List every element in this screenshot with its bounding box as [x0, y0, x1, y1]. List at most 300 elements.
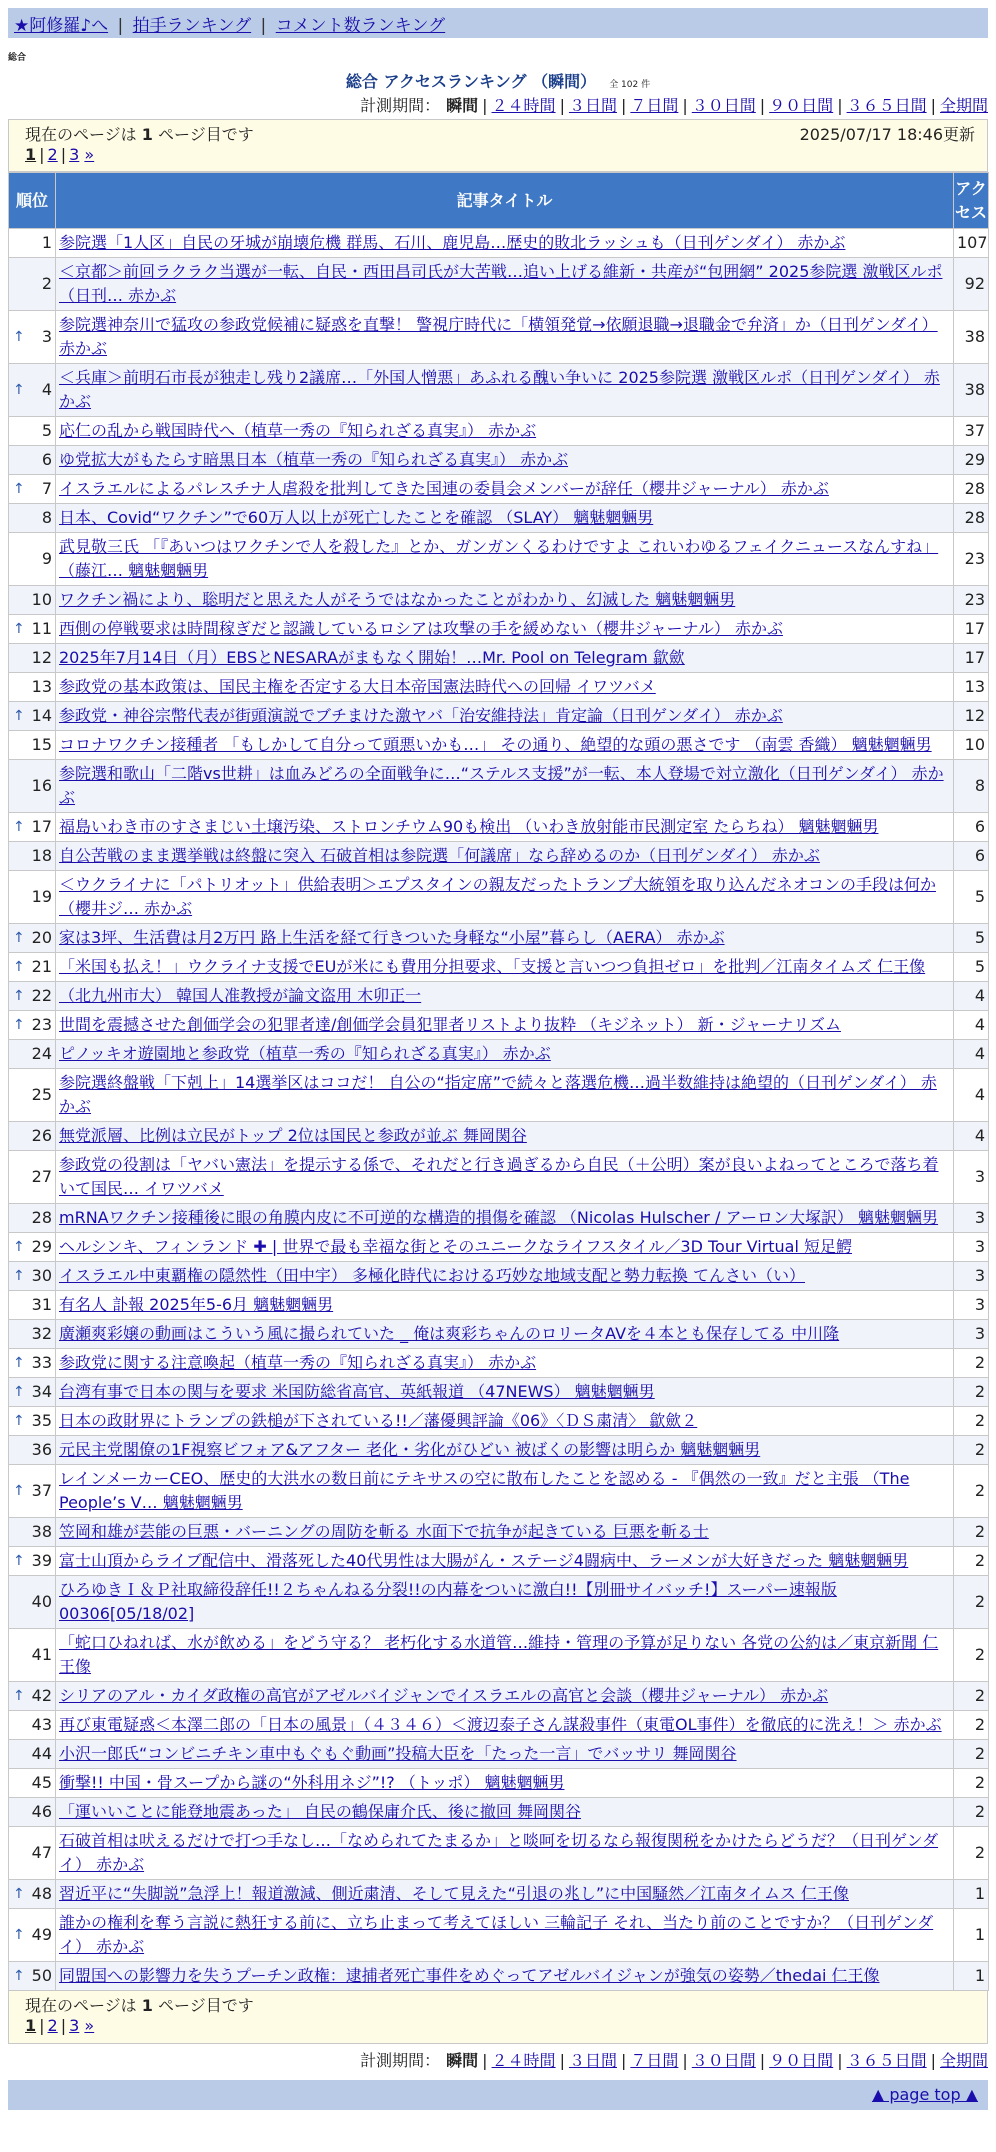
access-count: 1 [954, 1909, 989, 1962]
article-link[interactable]: イスラエル中東覇権の隠然性（田中宇） 多極化時代における巧妙な地域支配と勢力転換 てんさい（い） [59, 1266, 806, 1285]
article-link[interactable]: 有名人 訃報 2025年5-6月 魑魅魍魎男 [59, 1295, 334, 1314]
article-link[interactable]: 参院選「1人区」自民の牙城が崩壊危機 群馬、石川、鹿児島…歴史的敗北ラッシュも（日刊ゲンダイ） 赤かぶ [59, 233, 846, 252]
title-cell [56, 1827, 954, 1880]
title-cell [56, 504, 954, 533]
article-link[interactable]: ピノッキオ遊園地と参政党（植草一秀の『知られざる真実』） 赤かぶ [59, 1044, 551, 1063]
title-cell [56, 1436, 954, 1465]
rank-number: 34 [31, 1382, 52, 1401]
rank-cell [9, 504, 56, 533]
table-row [9, 1262, 989, 1291]
table-row [9, 1827, 989, 1880]
rank-cell [9, 1436, 56, 1465]
table-row [9, 586, 989, 615]
access-count: 4 [954, 1011, 989, 1040]
rank-cell [9, 417, 56, 446]
article-link[interactable]: 参院選和歌山「二階vs世耕」は血みどろの全面戦争に…“ステルス支援”が一転、本人登場で対立激化（日刊ゲンダイ） 赤かぶ [59, 764, 944, 807]
rank-cell [9, 1682, 56, 1711]
table-row [9, 1204, 989, 1233]
article-link[interactable]: 台湾有事で日本の関与を要求 米国防総省高官、英紙報道 （47NEWS） 魑魅魍魎男 [59, 1382, 655, 1401]
access-count: 38 [954, 364, 989, 417]
rank-cell [9, 1291, 56, 1320]
rank-number: 23 [31, 1015, 52, 1034]
period-link[interactable]: ９０日間 [769, 2051, 834, 2070]
rank-number: 44 [31, 1744, 52, 1763]
period-separator: | [930, 2051, 936, 2070]
article-link[interactable]: 再び東電疑惑＜本澤二郎の「日本の風景」（４３４６）＜渡辺泰子さん謀殺事件（東電OL事件）を徹底的に洗え！＞ 赤かぶ [59, 1715, 942, 1734]
article-link[interactable]: 衝撃!! 中国・骨スープから謎の“外科用ネジ”!? （トッポ） 魑魅魍魎男 [59, 1773, 565, 1792]
title-cell [56, 673, 954, 702]
rank-number: 3 [41, 327, 52, 346]
rank-cell [9, 702, 56, 731]
rank-up-arrow-icon: ↑ [13, 1239, 25, 1255]
article-link[interactable]: 参院選終盤戦「下剋上」14選挙区はココだ！ 自公の“指定席”で続々と落選危機…過半数維持は絶望的（日刊ゲンダイ） 赤かぶ [59, 1073, 937, 1116]
rank-number: 30 [31, 1266, 52, 1285]
access-header: アクセス [954, 173, 989, 229]
title-cell [56, 1880, 954, 1909]
title-cell [56, 586, 954, 615]
access-count: 1 [954, 1962, 989, 1991]
access-count: 2 [954, 1682, 989, 1711]
table-row [9, 1436, 989, 1465]
period-link[interactable]: ２４時間 [491, 96, 556, 115]
table-row [9, 417, 989, 446]
title-cell [56, 1769, 954, 1798]
access-count: 2 [954, 1769, 989, 1798]
access-count: 3 [954, 1291, 989, 1320]
table-row [9, 229, 989, 258]
table-row [9, 1378, 989, 1407]
table-row [9, 504, 989, 533]
rank-number: 39 [31, 1551, 52, 1570]
period-label: 計測期間： [360, 2051, 441, 2070]
rank-up-arrow-icon: ↑ [13, 1017, 25, 1033]
title-cell [56, 1909, 954, 1962]
title-cell [56, 760, 954, 813]
article-link[interactable]: 参政党に関する注意喚起（植草一秀の『知られざる真実』） 赤かぶ [59, 1353, 537, 1372]
pager-current-page: 1 [25, 145, 37, 164]
table-row [9, 1547, 989, 1576]
title-cell [56, 1040, 954, 1069]
rank-number: 46 [31, 1802, 52, 1821]
title-cell [56, 1682, 954, 1711]
access-count: 6 [954, 842, 989, 871]
rank-up-arrow-icon: ↑ [13, 1968, 25, 1984]
rank-up-arrow-icon: ↑ [13, 1886, 25, 1902]
rank-cell [9, 446, 56, 475]
article-link[interactable]: 「運いいことに能登地震あった」 自民の鶴保庸介氏、後に撤回 舞岡関谷 [59, 1802, 582, 1821]
article-link[interactable]: 廣瀬爽彩嬢の動画はこういう風に撮られていた _ 俺は爽彩ちゃんのロリータAVを４本とも保存してる 中川隆 [59, 1324, 840, 1343]
period-link[interactable]: ３０日間 [691, 96, 756, 115]
title-cell [56, 871, 954, 924]
title-cell [56, 258, 954, 311]
article-link[interactable]: 習近平に“失脚説”急浮上！報道激減、側近粛清、そして見えた“引退の兆し”に中国騒然／江南タイムス 仁王像 [59, 1884, 849, 1903]
title-cell [56, 1576, 954, 1629]
table-row [9, 813, 989, 842]
table-row [9, 311, 989, 364]
article-link[interactable]: コロナワクチン接種者 「もしかして自分って頭悪いかも…」 その通り、絶望的な頭の悪さです （南雲 香織） 魑魅魍魎男 [59, 735, 932, 754]
rank-cell [9, 1827, 56, 1880]
table-row [9, 1151, 989, 1204]
table-row [9, 1740, 989, 1769]
article-link[interactable]: 元民主党閣僚の1F視察ビフォア&アフター 老化・劣化がひどい 被ばくの影響は明らか 魑魅魍魎男 [59, 1440, 761, 1459]
rank-cell [9, 813, 56, 842]
home-link[interactable]: ★阿修羅♪へ [14, 16, 109, 36]
article-link[interactable]: ＜兵庫＞前明石市長が独走し残り2議席…「外国人憎悪」あふれる醜い争いに 2025参院選 激戦区ルポ（日刊ゲンダイ） 赤かぶ [59, 368, 940, 411]
article-link[interactable]: ＜ウクライナに「パトリオット」供給表明＞エプスタインの親友だったトランプ大統領を取り込んだネオコンの手段は何か（櫻井ジ… 赤かぶ [59, 875, 936, 918]
rank-cell [9, 1909, 56, 1962]
title-cell [56, 644, 954, 673]
article-link[interactable]: 自公苦戦のまま選挙戦は終盤に突入 石破首相は参院選「何議席」なら辞めるのか（日刊ゲンダイ） 赤かぶ [59, 846, 820, 865]
title-cell [56, 311, 954, 364]
rank-up-arrow-icon: ↑ [13, 1483, 25, 1499]
rank-cell [9, 1798, 56, 1827]
table-row [9, 644, 989, 673]
rank-number: 12 [31, 648, 52, 667]
rank-cell [9, 1262, 56, 1291]
title-cell [56, 1291, 954, 1320]
period-link[interactable]: ３６５日間 [846, 2051, 927, 2070]
rank-number: 5 [41, 421, 52, 440]
article-link[interactable]: 日本、Covid“ワクチン”で60万人以上が死亡したことを確認 （SLAY） 魑魅魍魎男 [59, 508, 654, 527]
period-separator: | [559, 96, 565, 115]
pager-next-link[interactable]: » [84, 145, 95, 164]
rank-number: 41 [31, 1645, 52, 1664]
page-info-box [8, 119, 988, 172]
rank-up-arrow-icon: ↑ [13, 1355, 25, 1371]
rank-up-arrow-icon: ↑ [13, 329, 25, 345]
article-link[interactable]: レインメーカーCEO、歴史的大洪水の数日前にテキサスの空に散布したことを認める - 『偶然の一致』だと主張 （The People’s V… 魑魅魍魎男 [59, 1469, 910, 1512]
table-row [9, 615, 989, 644]
current-page-text: 現在のページは 1 ページ目です [25, 1996, 254, 2015]
table-row [9, 1880, 989, 1909]
rank-number: 43 [31, 1715, 52, 1734]
rank-up-arrow-icon: ↑ [13, 959, 25, 975]
table-row [9, 446, 989, 475]
period-separator: | [482, 2051, 488, 2070]
period-link[interactable]: ７日間 [630, 2051, 679, 2070]
period-link[interactable]: ７日間 [630, 96, 679, 115]
title-cell [56, 1378, 954, 1407]
rank-cell [9, 1040, 56, 1069]
period-link[interactable]: ９０日間 [769, 96, 834, 115]
comment-ranking-link[interactable]: コメント数ランキング [275, 16, 446, 36]
rank-number: 24 [31, 1044, 52, 1063]
applause-ranking-link[interactable]: 拍手ランキング [132, 16, 252, 36]
table-row [9, 1629, 989, 1682]
period-link[interactable]: ３日間 [568, 2051, 617, 2070]
page-header [0, 69, 996, 91]
rank-number: 47 [31, 1843, 52, 1862]
table-row [9, 760, 989, 813]
table-row [9, 1465, 989, 1518]
article-link[interactable]: ヘルシンキ、フィンランド ✚ | 世界で最も幸福な街とそのユニークなライフスタイル／3D Tour Virtual 短足鰐 [59, 1237, 853, 1256]
table-row [9, 982, 989, 1011]
article-link[interactable]: mRNAワクチン接種後に眼の角膜内皮に不可逆的な構造的損傷を確認 （Nicolas Hulscher / アーロン大塚訳） 魑魅魍魎男 [59, 1208, 939, 1227]
rank-number: 26 [31, 1126, 52, 1145]
access-count: 3 [954, 1320, 989, 1349]
rank-up-arrow-icon: ↑ [13, 1384, 25, 1400]
article-link[interactable]: ＜京都＞前回ラクラク当選が一転、自民・西田昌司氏が大苦戦…追い上げる維新・共産が“包囲網” 2025参院選 激戦区ルポ（日刊… 赤かぶ [59, 262, 943, 305]
title-cell [56, 1320, 954, 1349]
access-count: 107 [954, 229, 989, 258]
title-cell [56, 1407, 954, 1436]
access-count: 28 [954, 504, 989, 533]
access-count: 13 [954, 673, 989, 702]
pager-current-page: 1 [25, 2016, 37, 2035]
access-count: 28 [954, 475, 989, 504]
period-separator: | [620, 2051, 627, 2070]
title-cell [56, 1262, 954, 1291]
rank-cell [9, 1769, 56, 1798]
access-count: 2 [954, 1378, 989, 1407]
rank-cell [9, 644, 56, 673]
rank-up-arrow-icon: ↑ [13, 1927, 25, 1943]
rank-up-arrow-icon: ↑ [13, 988, 25, 1004]
access-count: 29 [954, 446, 989, 475]
access-count: 2 [954, 1465, 989, 1518]
rank-number: 1 [41, 233, 52, 252]
table-row [9, 1320, 989, 1349]
rank-number: 17 [31, 817, 52, 836]
rank-cell [9, 760, 56, 813]
table-row [9, 1233, 989, 1262]
title-cell [56, 446, 954, 475]
rank-number: 11 [31, 619, 52, 638]
rank-cell [9, 1151, 56, 1204]
access-count: 38 [954, 311, 989, 364]
rank-cell [9, 1407, 56, 1436]
pager-next-link[interactable]: » [84, 2016, 95, 2035]
article-link[interactable]: 小沢一郎氏“コンビニチキン車中もぐもぐ動画”投稿大臣を「たった一言」でバッサリ 舞岡関谷 [59, 1744, 737, 1763]
period-separator: | [837, 96, 843, 115]
rank-cell [9, 1880, 56, 1909]
article-link[interactable]: 福島いわき市のすさまじい土壌汚染、ストロンチウム90も検出 （いわき放射能市民測定室 たらちね） 魑魅魍魎男 [59, 817, 879, 836]
access-count: 4 [954, 1069, 989, 1122]
rank-cell [9, 311, 56, 364]
total-count: 全 102 件 [609, 80, 651, 90]
rank-cell [9, 586, 56, 615]
rank-cell [9, 364, 56, 417]
rank-up-arrow-icon: ↑ [13, 621, 25, 637]
period-link[interactable]: 全期間 [939, 96, 988, 115]
article-link[interactable]: 家は3坪、生活費は月2万円 路上生活を経て行きついた身軽な“小屋”暮らし（AERA） 赤かぶ [59, 928, 725, 947]
rank-cell [9, 924, 56, 953]
pager-separator: | [60, 2016, 67, 2035]
period-link[interactable]: 全期間 [939, 2051, 988, 2070]
page-title: 総合 アクセスランキング （瞬間） [345, 72, 597, 91]
article-link[interactable]: 参政党の役割は「ヤバい憲法」を提示する係で、それだと行き過ぎるから自民（＋公明）案が良いよねってところで落ち着いて国民… イワツバメ [59, 1155, 939, 1198]
rank-cell [9, 258, 56, 311]
rank-number: 21 [31, 957, 52, 976]
rank-number: 18 [31, 846, 52, 865]
period-link[interactable]: ２４時間 [491, 2051, 556, 2070]
access-count: 17 [954, 615, 989, 644]
rank-cell [9, 1378, 56, 1407]
article-link[interactable]: シリアのアル・カイダ政権の高官がアゼルバイジャンでイスラエルの高官と会談（櫻井ジャーナル） 赤かぶ [59, 1686, 829, 1705]
access-count: 2 [954, 1518, 989, 1547]
title-cell [56, 731, 954, 760]
rank-cell [9, 1465, 56, 1518]
article-link[interactable]: ワクチン禍により、聡明だと思えた人がそうではなかったことがわかり、幻滅した 魑魅魍魎男 [59, 590, 736, 609]
article-link[interactable]: 参政党・神谷宗幣代表が街頭演説でブチまけた激ヤバ「治安維持法」肯定論（日刊ゲンダイ） 赤かぶ [59, 706, 783, 725]
article-link[interactable]: 無党派層、比例は立民がトップ 2位は国民と参政が並ぶ 舞岡関谷 [59, 1126, 527, 1145]
access-count: 92 [954, 258, 989, 311]
access-count: 10 [954, 731, 989, 760]
pager-page-link[interactable]: 3 [69, 145, 80, 164]
article-link[interactable]: 誰かの権利を奪う言説に熱狂する前に、立ち止まって考えてほしい 三輪記子 それ、当たり前のことですか？（日刊ゲンダイ） 赤かぶ [59, 1913, 934, 1956]
rank-cell [9, 1629, 56, 1682]
period-separator: | [620, 96, 627, 115]
title-cell [56, 1069, 954, 1122]
rank-number: 8 [41, 508, 52, 527]
rank-number: 13 [31, 677, 52, 696]
access-count: 8 [954, 760, 989, 813]
table-row [9, 364, 989, 417]
rank-cell [9, 982, 56, 1011]
access-count: 4 [954, 1040, 989, 1069]
nav-separator: | [117, 16, 124, 36]
table-row [9, 1798, 989, 1827]
table-row [9, 842, 989, 871]
table-row [9, 1407, 989, 1436]
rank-cell [9, 615, 56, 644]
access-count: 3 [954, 1262, 989, 1291]
bottom-bar [8, 2080, 988, 2110]
table-row [9, 924, 989, 953]
table-row [9, 731, 989, 760]
rank-number: 6 [41, 450, 52, 469]
rank-up-arrow-icon: ↑ [13, 819, 25, 835]
pager-separator: | [39, 2016, 45, 2035]
table-row [9, 1349, 989, 1378]
access-count: 2 [954, 1576, 989, 1629]
rank-number: 29 [31, 1237, 52, 1256]
access-count: 5 [954, 953, 989, 982]
access-count: 2 [954, 1827, 989, 1880]
article-link[interactable]: 2025年7月14日（月）EBSとNESARAがまもなく開始！…Mr. Pool on Telegram 歙歛 [59, 648, 685, 667]
article-link[interactable]: ゆ党拡大がもたらす暗黒日本（植草一秀の『知られざる真実』） 赤かぶ [59, 450, 569, 469]
title-cell [56, 1962, 954, 1991]
title-cell [56, 1629, 954, 1682]
rank-up-arrow-icon: ↑ [13, 1553, 25, 1569]
rank-up-arrow-icon: ↑ [13, 382, 25, 398]
rank-cell [9, 953, 56, 982]
rank-number: 45 [31, 1773, 52, 1792]
rank-cell [9, 1349, 56, 1378]
access-count: 37 [954, 417, 989, 446]
article-link[interactable]: 参院選神奈川で猛攻の参政党候補に疑惑を直撃！ 警視庁時代に「横領発覚→依願退職→退職金で弁済」か（日刊ゲンダイ） 赤かぶ [59, 315, 938, 358]
article-link[interactable]: 笠岡和雄が芸能の巨悪・バーニングの周防を斬る 水面下で抗争が起きている 巨悪を斬る士 [59, 1522, 709, 1541]
article-link[interactable]: ひろゆきＩ＆Ｐ社取締役辞任!!２ちゃんねる分裂!!の内幕をついに激白!!【別冊サイバッチ!】スーパー速報版00306[05/18/02] [59, 1580, 837, 1623]
title-cell [56, 924, 954, 953]
pager-separator: | [60, 145, 67, 164]
period-current: 瞬間 [446, 2051, 479, 2070]
pager-page-link[interactable]: 2 [47, 145, 58, 164]
title-cell [56, 1011, 954, 1040]
rank-cell [9, 229, 56, 258]
access-count: 2 [954, 1407, 989, 1436]
rank-header: 順位 [9, 173, 56, 229]
rank-number: 22 [31, 986, 52, 1005]
table-row [9, 1711, 989, 1740]
title-cell [56, 1798, 954, 1827]
period-link[interactable]: ３６５日間 [846, 96, 927, 115]
article-link[interactable]: （北九州市大） 韓国人准教授が論文盗用 木卯正一 [59, 986, 422, 1005]
article-link[interactable]: イスラエルによるパレスチナ人虐殺を批判してきた国連の委員会メンバーが辞任（櫻井ジャーナル） 赤かぶ [59, 479, 829, 498]
article-link[interactable]: 応仁の乱から戦国時代へ（植草一秀の『知られざる真実』） 赤かぶ [59, 421, 537, 440]
rank-number: 36 [31, 1440, 52, 1459]
article-link[interactable]: 日本の政財界にトランプの鉄槌が下されている!!／藩優興評論《06》〈ＤＳ粛清〉 歙歛２ [59, 1411, 698, 1430]
rank-number: 38 [31, 1522, 52, 1541]
access-count: 23 [954, 586, 989, 615]
article-link[interactable]: 西側の停戦要求は時間稼ぎだと認識しているロシアは攻撃の手を緩めない（櫻井ジャーナル） 赤かぶ [59, 619, 783, 638]
article-link[interactable]: 武見敬三氏 「『あいつはワクチンで人を殺した』とか、ガンガンくるわけですよ これいわゆるフェイクニュースなんすね」 （藤江… 魑魅魍魎男 [59, 537, 939, 580]
page-info-box-bottom [8, 1991, 988, 2044]
article-link[interactable]: 富士山頂からライブ配信中、滑落死した40代男性は大腸がん・ステージ4闘病中、ラーメンが大好きだった 魑魅魍魎男 [59, 1551, 909, 1570]
article-link[interactable]: 参政党の基本政策は、国民主権を否定する大日本帝国憲法時代への回帰 イワツバメ [59, 677, 656, 696]
rank-cell [9, 1320, 56, 1349]
title-cell [56, 1518, 954, 1547]
rank-number: 32 [31, 1324, 52, 1343]
article-link[interactable]: 世間を震撼させた創価学会の犯罪者達/創価学会員犯罪者リストより抜粋 （キジネット） 新・ジャーナリズム [59, 1015, 841, 1034]
top-nav-bar [8, 8, 988, 38]
title-cell [56, 1547, 954, 1576]
access-count: 2 [954, 1740, 989, 1769]
access-count: 3 [954, 1151, 989, 1204]
title-cell [56, 615, 954, 644]
rank-number: 25 [31, 1085, 52, 1104]
rank-number: 49 [31, 1925, 52, 1944]
rank-number: 37 [31, 1481, 52, 1500]
period-selector [8, 93, 988, 115]
rank-cell [9, 731, 56, 760]
title-cell [56, 702, 954, 731]
table-row [9, 1122, 989, 1151]
table-row [9, 871, 989, 924]
period-link[interactable]: ３日間 [568, 96, 617, 115]
article-link[interactable]: 石破首相は吠えるだけで打つ手なし…「なめられてたまるか」と啖呵を切るなら報復関税をかけたらどうだ？（日刊ゲンダイ） 赤かぶ [59, 1831, 939, 1874]
period-separator: | [682, 2051, 688, 2070]
table-row [9, 1769, 989, 1798]
title-cell [56, 1465, 954, 1518]
rank-cell [9, 1547, 56, 1576]
rank-number: 20 [31, 928, 52, 947]
period-selector-bottom [8, 2048, 988, 2070]
article-link[interactable]: 同盟国への影響力を失うプーチン政権：逮捕者死亡事件をめぐってアゼルバイジャンが強気の姿勢／thedai 仁王像 [59, 1966, 880, 1985]
article-link[interactable]: 「蛇口ひねれば、水が飲める」をどう守る？ 老朽化する水道管…維持・管理の予算が足りない 各党の公約は／東京新聞 仁王像 [59, 1633, 939, 1676]
rank-number: 14 [31, 706, 52, 725]
period-link[interactable]: ３０日間 [691, 2051, 756, 2070]
ranking-table [8, 172, 989, 1991]
table-row [9, 1576, 989, 1629]
rank-cell [9, 1740, 56, 1769]
title-cell [56, 1122, 954, 1151]
rank-cell [9, 1576, 56, 1629]
table-row [9, 673, 989, 702]
rank-cell [9, 475, 56, 504]
period-separator: | [482, 96, 488, 115]
access-count: 2 [954, 1798, 989, 1827]
rank-number: 40 [31, 1592, 52, 1611]
table-row [9, 1682, 989, 1711]
article-link[interactable]: 「米国も払え！」ウクライナ支援でEUが米にも費用分担要求、「支援と言いつつ負担ゼロ」を批判／江南タイムズ 仁王像 [59, 957, 926, 976]
updated-timestamp: 2025/07/17 18:46更新 [799, 125, 975, 144]
pager-page-link[interactable]: 3 [69, 2016, 80, 2035]
pager-page-link[interactable]: 2 [47, 2016, 58, 2035]
table-row [9, 1291, 989, 1320]
page-top-link[interactable]: ▲ page top ▲ [871, 2085, 978, 2104]
rank-cell [9, 673, 56, 702]
